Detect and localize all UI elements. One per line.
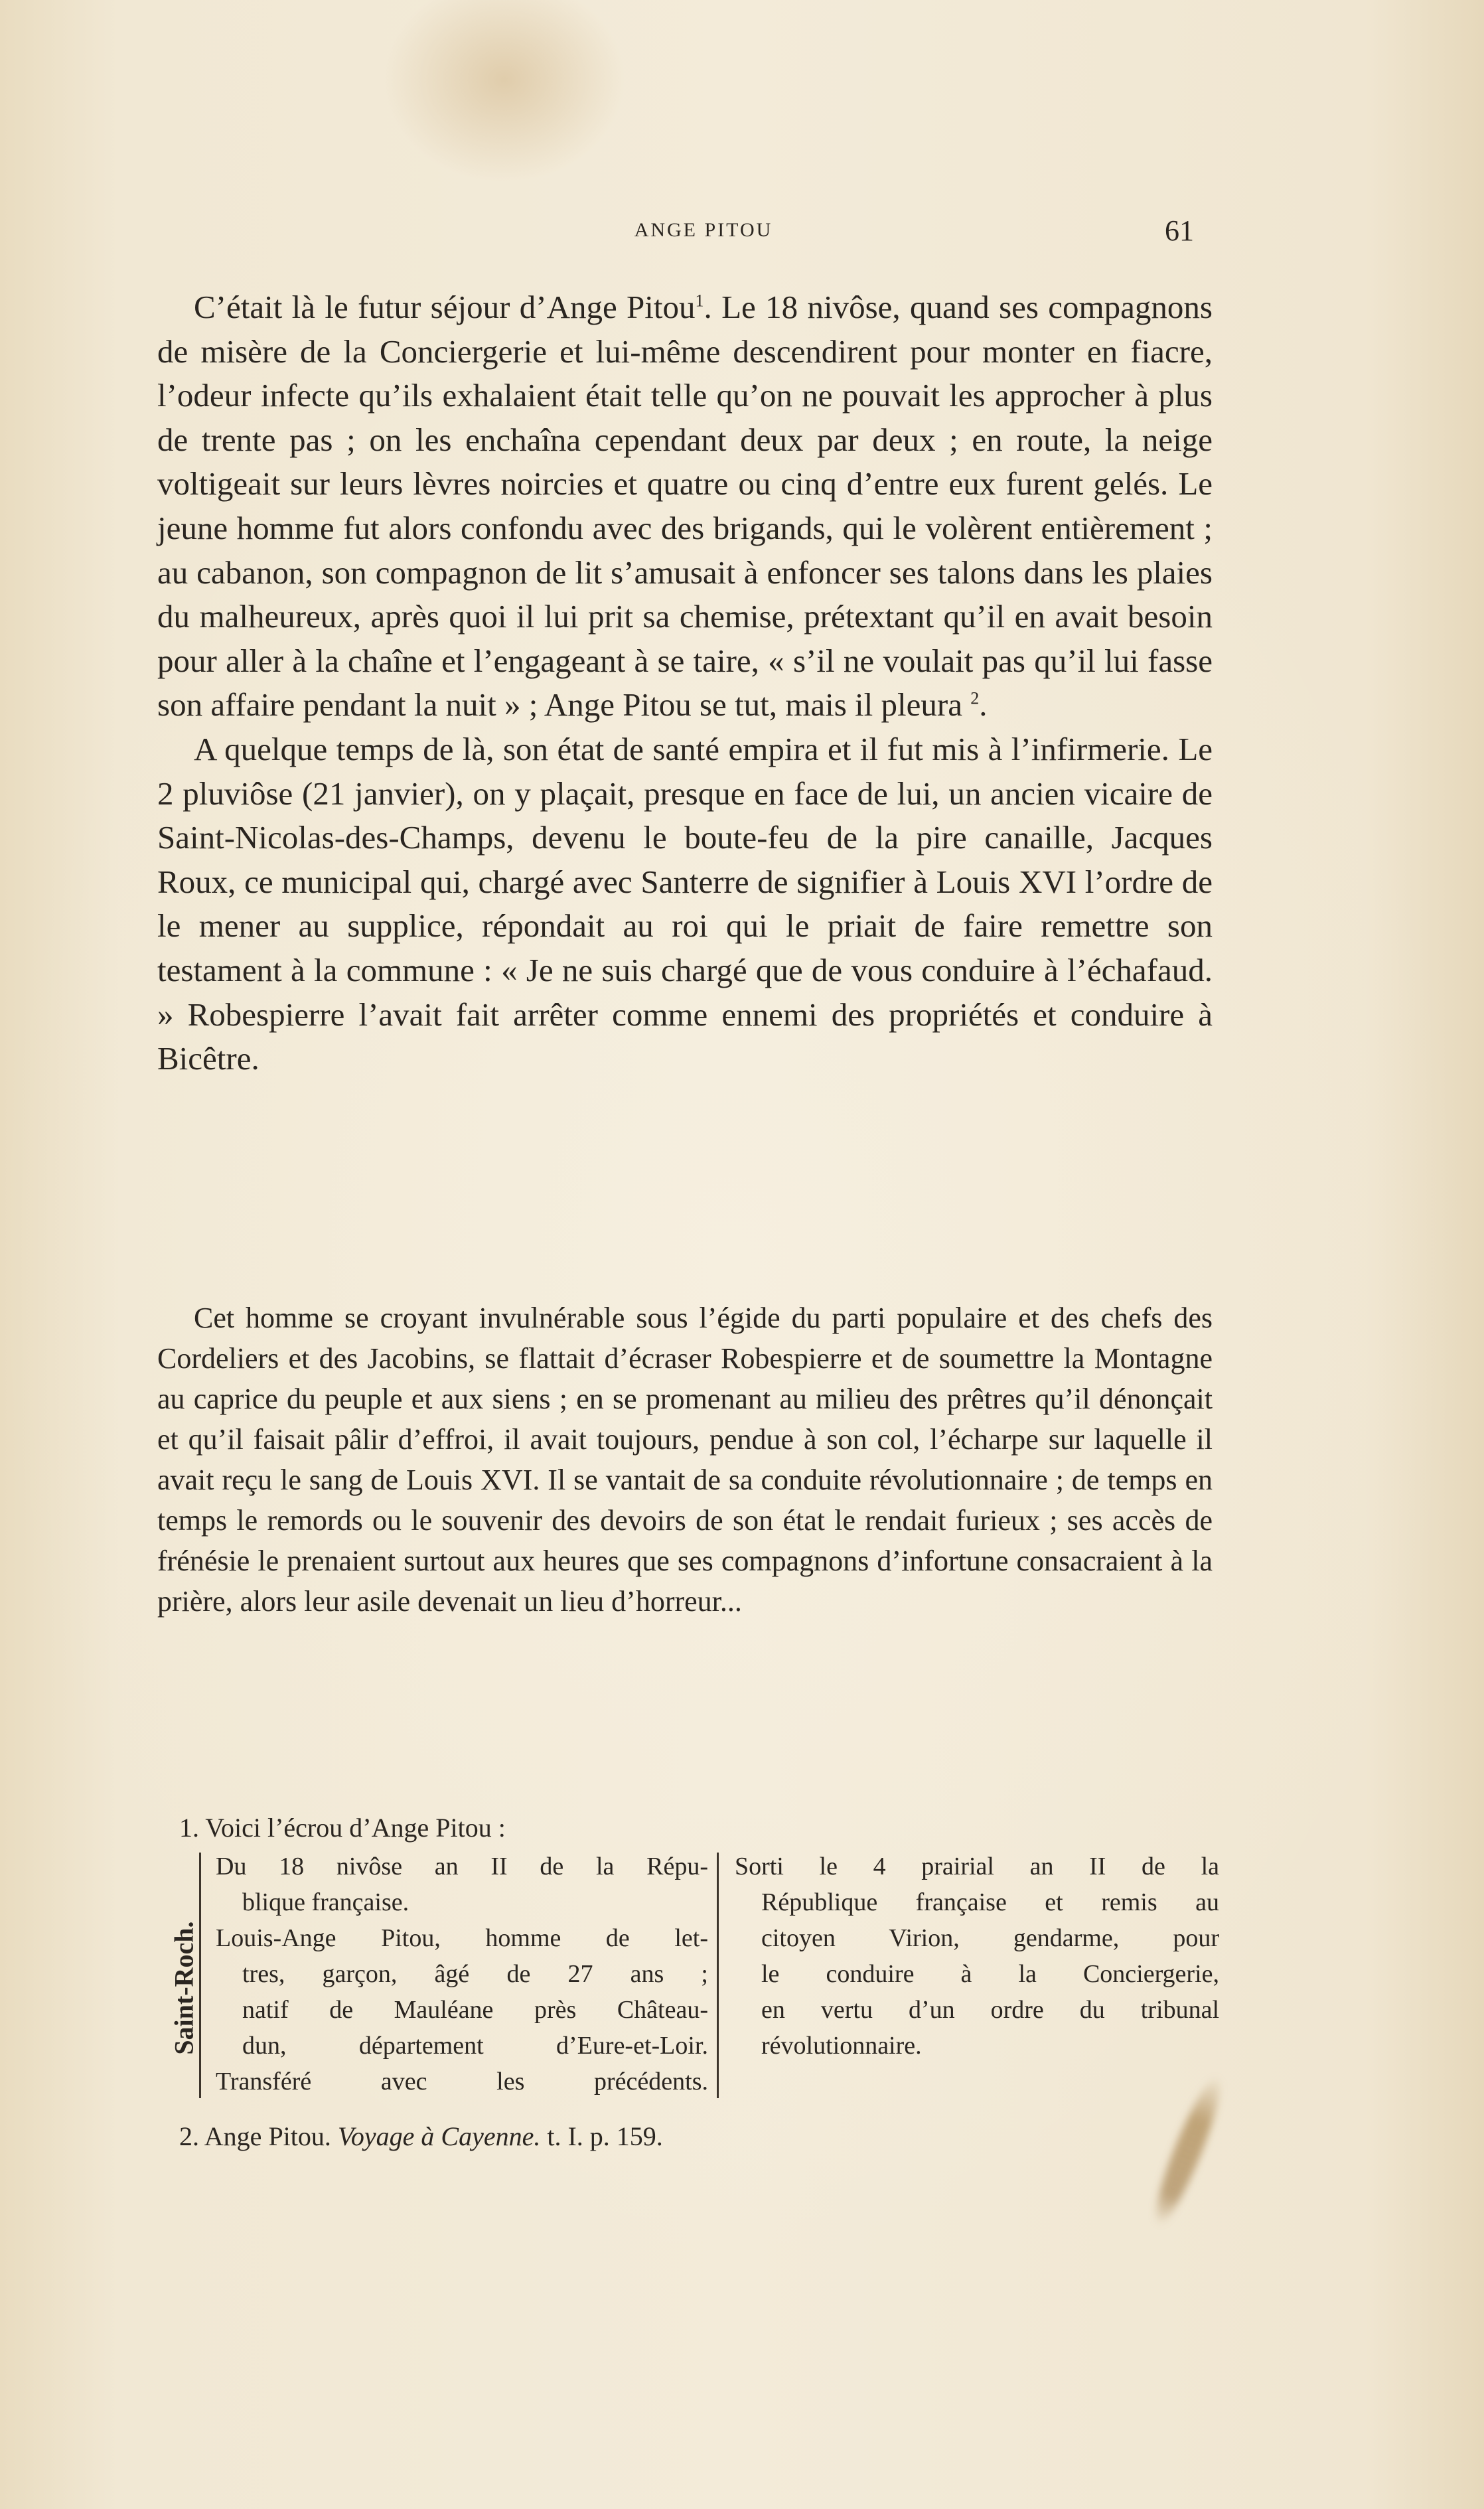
vertical-rule-middle [717,1853,719,2098]
record-line: dun, département d’Eure-et-Loir. [242,2032,708,2060]
record-line: le conduire à la Conciergerie, [761,1960,1219,1988]
footnote-2-author: Ange Pitou. [204,2121,331,2151]
paragraph-1-start: C’était là le futur séjour d’Ange Pitou [194,289,696,325]
footnote-2-number: 2. [179,2121,199,2151]
record-line: République française et remis au [761,1888,1219,1916]
side-label [164,1888,204,2088]
footnote-1-heading [179,1812,506,1843]
footnote-1-record-table [157,1849,1219,2101]
footnote-ref-1[interactable]: 1 [695,291,704,311]
footnote-2 [179,2121,663,2152]
record-line: Sorti le 4 prairial an II de la [735,1853,1219,1880]
footnote-ref-2[interactable]: 2 [970,689,980,709]
page-number: 61 [1165,214,1194,247]
side-label-text: Saint-Roch. [169,1921,199,2055]
paragraph-1-end: . [979,686,988,723]
running-title: ANGE PITOU [634,219,773,241]
footnote-2-locator: t. I. p. 159. [547,2121,663,2151]
record-line: natif de Mauléane près Château- [242,1996,708,2024]
record-line: blique française. [242,1888,409,1916]
record-line: révolutionnaire. [761,2032,922,2060]
record-line: en vertu d’un ordre du tribunal [761,1996,1219,2024]
running-head [0,214,1484,247]
paragraph-1 [157,285,1213,727]
record-right-column [735,1849,1219,2064]
vertical-rule-left [199,1853,201,2098]
record-line: Transféré avec les précédents. [216,2068,708,2095]
main-text [157,285,1213,1081]
quoted-text [157,1298,1213,1622]
record-left-column [216,1849,708,2099]
footnote-1-heading-text: Voici l’écrou d’Ange Pitou : [205,1813,506,1843]
footnote-2-title: Voyage à Cayenne. [337,2121,541,2151]
paragraph-1-cont: . Le 18 nivôse, quand ses compagnons de misère de la Conciergerie et lui-même descendirent pour monter en fiacre, l’odeur infecte qu’ils exhalaient était telle qu’on ne pouvait les approcher à plus de trente pas ; on les enchaîna cependant deux par deux ; en route, la neige voltigeait sur leurs lèvres noircies et quatre ou cinq d’entre eux furent gelés. Le jeune homme fut alors confondu avec des brigands, qui le volèrent entièrement ; au cabanon, son compagnon de lit s’amusait à enfoncer ses talons dans les plaies du malheureux, après quoi il lui prit sa chemise, prétextant qu’il en avait besoin pour aller à la chaîne et l’engageant à se taire, « s’il ne voulait pas qu’il lui fasse son affaire pendant la nuit » ; Ange Pitou se tut, mais il pleura [157,289,1213,723]
record-line: Du 18 nivôse an II de la Répu- [216,1853,708,1880]
footnote-1-number: 1. [179,1813,199,1843]
record-line: Louis-Ange Pitou, homme de let- [216,1924,708,1952]
record-line: tres, garçon, âgé de 27 ans ; [242,1960,708,1988]
paragraph-2: A quelque temps de là, son état de santé empira et il fut mis à l’infirmerie. Le 2 pluviôse (21 janvier), on y plaçait, presque en face de lui, un ancien vicaire de Saint-Nicolas-des-Champs, devenu le boute-feu de la pire canaille, Jacques Roux, ce municipal qui, chargé avec Santerre de signifier à Louis XVI l’ordre de le mener au supplice, répondait au roi qui le priait de faire remettre son testament à la commune : « Je ne suis chargé que de vous conduire à l’échafaud. » Robespierre l’avait fait arrêter comme ennemi des propriétés et conduire à Bicêtre. [157,730,1213,1077]
record-line: citoyen Virion, gendarme, pour [761,1924,1219,1952]
quoted-paragraph: Cet homme se croyant invulnérable sous l’égide du parti populaire et des chefs des Cordeliers et des Jacobins, se flattait d’écraser Robespierre et de soumettre la Montagne au caprice du peuple et aux siens ; en se promenant au milieu des prêtres qu’il dénonçait et qu’il faisait pâlir d’effroi, il avait toujours, pendue à son col, l’écharpe sur laquelle il avait reçu le sang de Louis XVI. Il se vantait de sa conduite révolutionnaire ; de temps en temps le remords ou le souvenir des devoirs de son état le rendait furieux ; ses accès de frénésie le prenaient surtout aux heures que ses compagnons d’infortune consacraient à la prière, alors leur asile devenait un lieu d’horreur... [157,1302,1213,1618]
